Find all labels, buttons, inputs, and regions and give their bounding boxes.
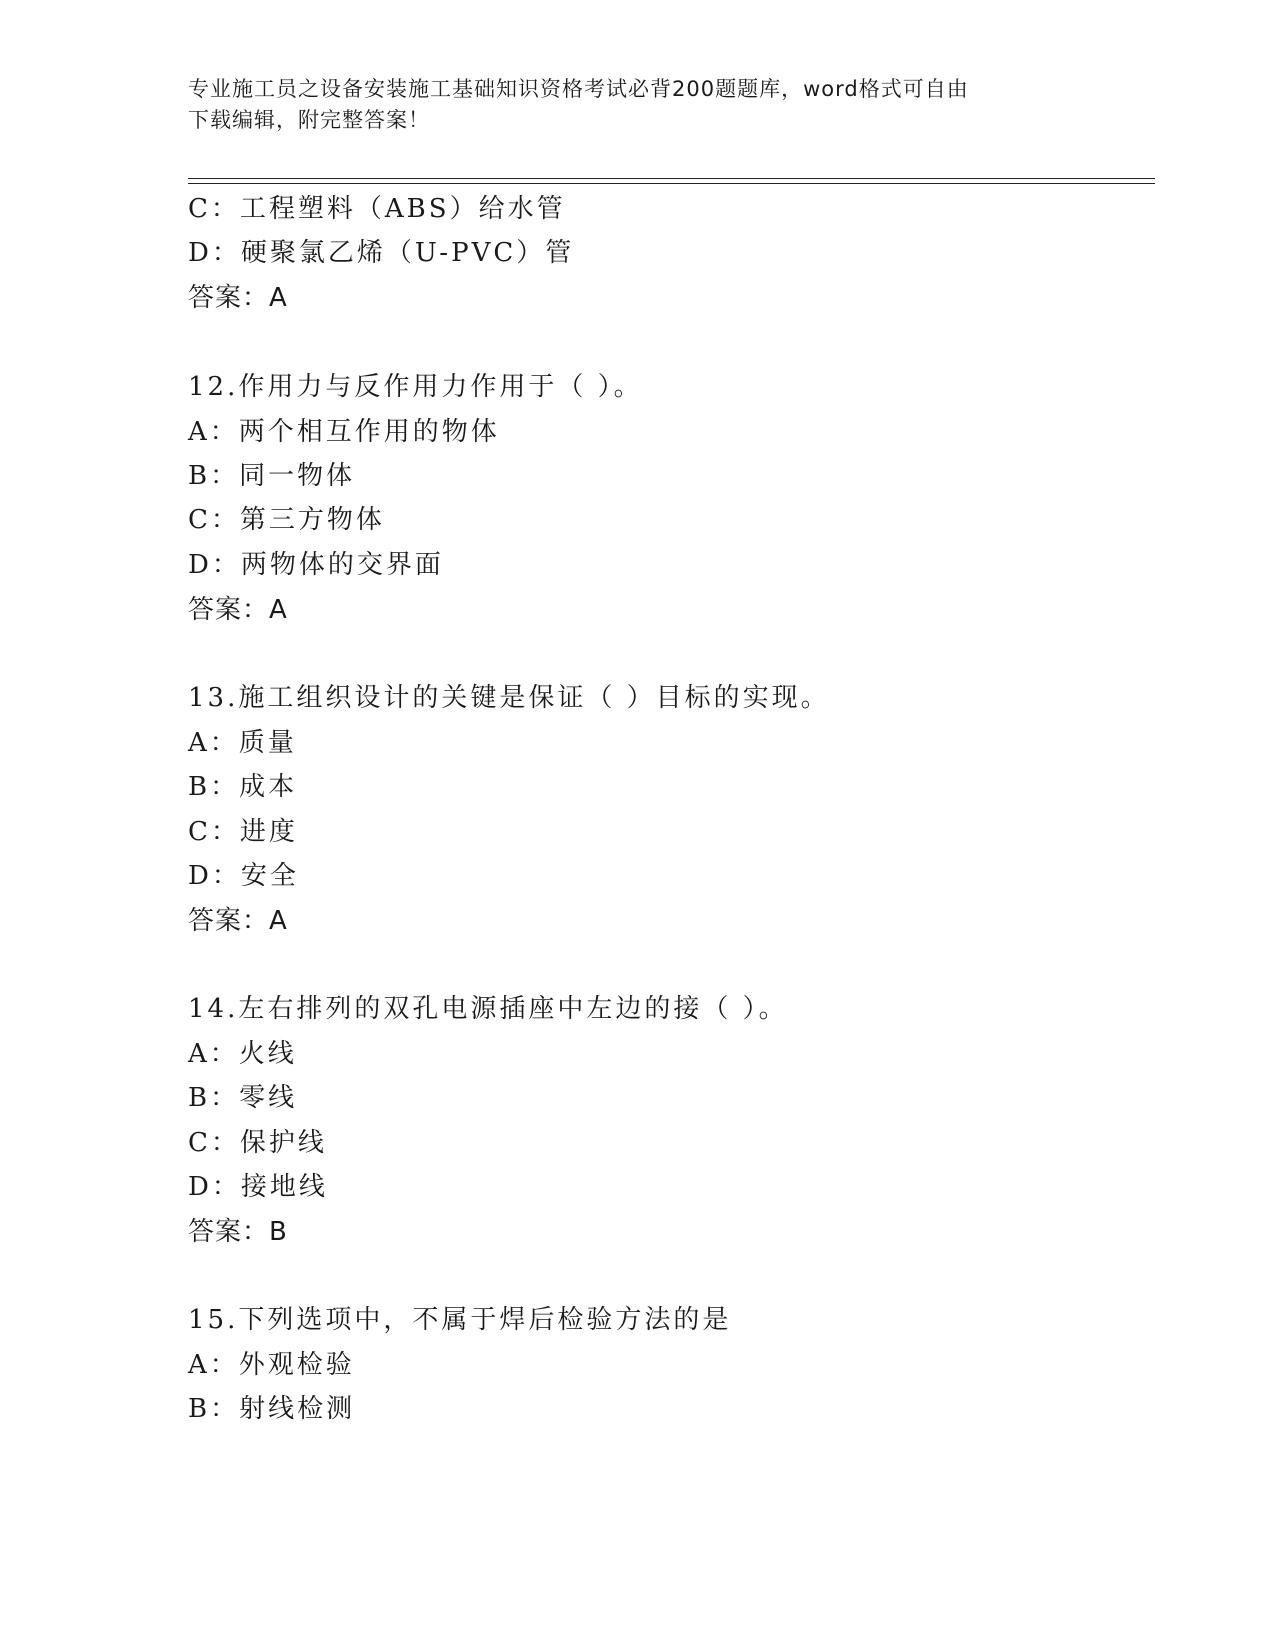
option-b: B：同一物体 <box>188 461 356 491</box>
answer: 答案：A <box>188 906 288 936</box>
option-c: C：进度 <box>188 817 298 847</box>
option-a: A：外观检验 <box>188 1350 355 1380</box>
document-header <box>188 74 1078 136</box>
option-b: B：零线 <box>188 1083 298 1113</box>
option-a: A：两个相互作用的物体 <box>188 417 500 447</box>
question-stem: 12.作用力与反作用力作用于（ ）。 <box>188 372 643 402</box>
question-stem: 14.左右排列的双孔电源插座中左边的接（ ）。 <box>188 994 788 1024</box>
option-d: D：两物体的交界面 <box>188 550 444 580</box>
answer: 答案：A <box>188 595 288 625</box>
header-divider-top <box>188 178 1155 179</box>
option-a: A：火线 <box>188 1039 297 1069</box>
option-d: D：接地线 <box>188 1172 328 1202</box>
option-b: B：成本 <box>188 772 298 802</box>
option-d: D：安全 <box>188 861 299 891</box>
option-c: C：保护线 <box>188 1128 327 1158</box>
header-line-1: 专业施工员之设备安装施工基础知识资格考试必背200题题库，word格式可自由 <box>188 77 969 101</box>
question-stem: 13.施工组织设计的关键是保证（ ）目标的实现。 <box>188 683 830 713</box>
option-a: A：质量 <box>188 728 297 758</box>
header-divider-bottom <box>188 183 1155 184</box>
header-line-2: 下载编辑，附完整答案！ <box>188 108 430 132</box>
option-b: B：射线检测 <box>188 1394 356 1424</box>
option-c: C：工程塑料（ABS）给水管 <box>188 194 566 224</box>
answer: 答案：A <box>188 283 288 313</box>
option-d: D：硬聚氯乙烯（U-PVC）管 <box>188 238 575 268</box>
answer: 答案：B <box>188 1217 288 1247</box>
option-c: C：第三方物体 <box>188 505 385 535</box>
question-stem: 15.下列选项中，不属于焊后检验方法的是 <box>188 1305 732 1335</box>
